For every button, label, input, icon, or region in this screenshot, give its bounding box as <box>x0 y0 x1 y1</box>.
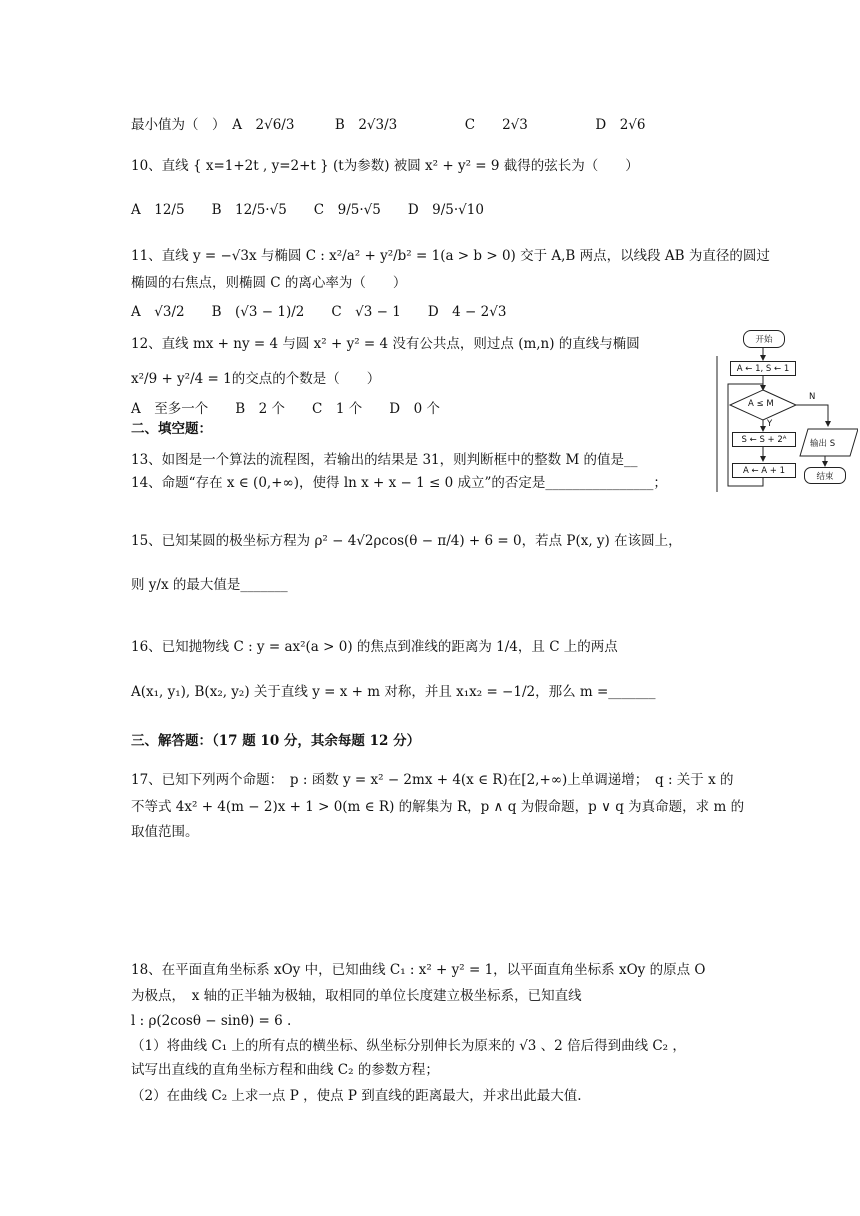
q15-line2: 则 y/x 的最大值是_______ <box>131 577 288 593</box>
q10-stem: 10、直线 { x=1+2t , y=2+t } (t为参数) 被圆 x² + y² = 9 截得的弦长为（ ） <box>131 158 639 174</box>
q18-line3: l : ρ(2cosθ − sinθ) = 6 . <box>131 1013 292 1029</box>
q18-part1a: （1）将曲线 C₁ 上的所有点的横坐标、纵坐标分别伸长为原来的 √3 、2 倍后得到曲线 C₂ ， <box>131 1038 686 1054</box>
flowchart <box>716 326 858 492</box>
flowchart-increment: A ← A + 1 <box>732 463 796 478</box>
q18-part2: （2）在曲线 C₂ 上求一点 P ，使点 P 到直线的距离最大，并求出此最大值. <box>131 1088 582 1104</box>
flowchart-end: 结束 <box>804 467 846 484</box>
q17-line3: 取值范围。 <box>131 824 199 840</box>
q13: 13、如图是一个算法的流程图，若输出的结果是 31，则判断框中的整数 M 的值是__ <box>131 452 638 468</box>
q11-options: A √3/2 B (√3 − 1)/2 C √3 − 1 D 4 − 2√3 <box>131 304 507 320</box>
flowchart-yes-label: Y <box>767 419 773 429</box>
q16-line2: A(x₁, y₁), B(x₂, y₂) 关于直线 y = x + m 对称，并且 x₁x₂ = −1/2，那么 m =_______ <box>131 684 656 700</box>
q11-line1: 11、直线 y = −√3x 与椭圆 C : x²/a² + y²/b² = 1(a > b > 0) 交于 A,B 两点，以线段 AB 为直径的圆过 <box>131 248 770 264</box>
q16-line1: 16、已知抛物线 C : y = ax²(a > 0) 的焦点到准线的距离为 1/4，且 C 上的两点 <box>131 639 618 655</box>
flowchart-init: A ← 1, S ← 1 <box>730 361 796 376</box>
q10-options: A 12/5 B 12/5·√5 C 9/5·√5 D 9/5·√10 <box>131 202 484 218</box>
q12-line1: 12、直线 mx + ny = 4 与圆 x² + y² = 4 没有公共点，则过点 (m,n) 的直线与椭圆 <box>131 336 640 352</box>
flowchart-output: 输出 S <box>810 439 836 449</box>
q12-options: A 至多一个 B 2 个 C 1 个 D 0 个 <box>131 401 440 417</box>
q9-options: 最小值为（ ） A 2√6/3 B 2√3/3 C 2√3 D 2√6 <box>131 117 646 133</box>
flowchart-start: 开始 <box>743 330 785 348</box>
flowchart-no-label: N <box>809 392 816 402</box>
q18-part1b: 试写出直线的直角坐标方程和曲线 C₂ 的参数方程； <box>131 1062 439 1078</box>
q17-line1: 17、已知下列两个命题： p : 函数 y = x² − 2mx + 4(x ∈ R)在[2,+∞)上单调递增； q : 关于 x 的 <box>131 772 734 788</box>
q14: 14、命题“存在 x ∈ (0,+∞)，使得 ln x + x − 1 ≤ 0 成立”的否定是________________； <box>131 475 667 491</box>
q15-line1: 15、已知某圆的极坐标方程为 ρ² − 4√2ρcos(θ − π/4) + 6 = 0，若点 P(x, y) 在该圆上， <box>131 533 682 549</box>
section-fill-in-heading: 二、填空题： <box>131 421 212 437</box>
q12-line2: x²/9 + y²/4 = 1的交点的个数是（ ） <box>131 371 381 387</box>
section-solution-heading: 三、解答题：（17 题 10 分，其余每题 12 分） <box>131 733 421 749</box>
q11-line2: 椭圆的右焦点，则椭圆 C 的离心率为（ ） <box>131 275 407 291</box>
flowchart-condition: A ≤ M <box>748 399 774 409</box>
q18-line2: 为极点， x 轴的正半轴为极轴，取相同的单位长度建立极坐标系，已知直线 <box>131 988 582 1004</box>
q18-line1: 18、在平面直角坐标系 xOy 中，已知曲线 C₁ : x² + y² = 1，以平面直角坐标系 xOy 的原点 O <box>131 962 706 978</box>
q17-line2: 不等式 4x² + 4(m − 2)x + 1 > 0(m ∈ R) 的解集为 R，p ∧ q 为假命题，p ∨ q 为真命题，求 m 的 <box>131 799 745 815</box>
flowchart-body: S ← S + 2ᴬ <box>732 432 796 447</box>
